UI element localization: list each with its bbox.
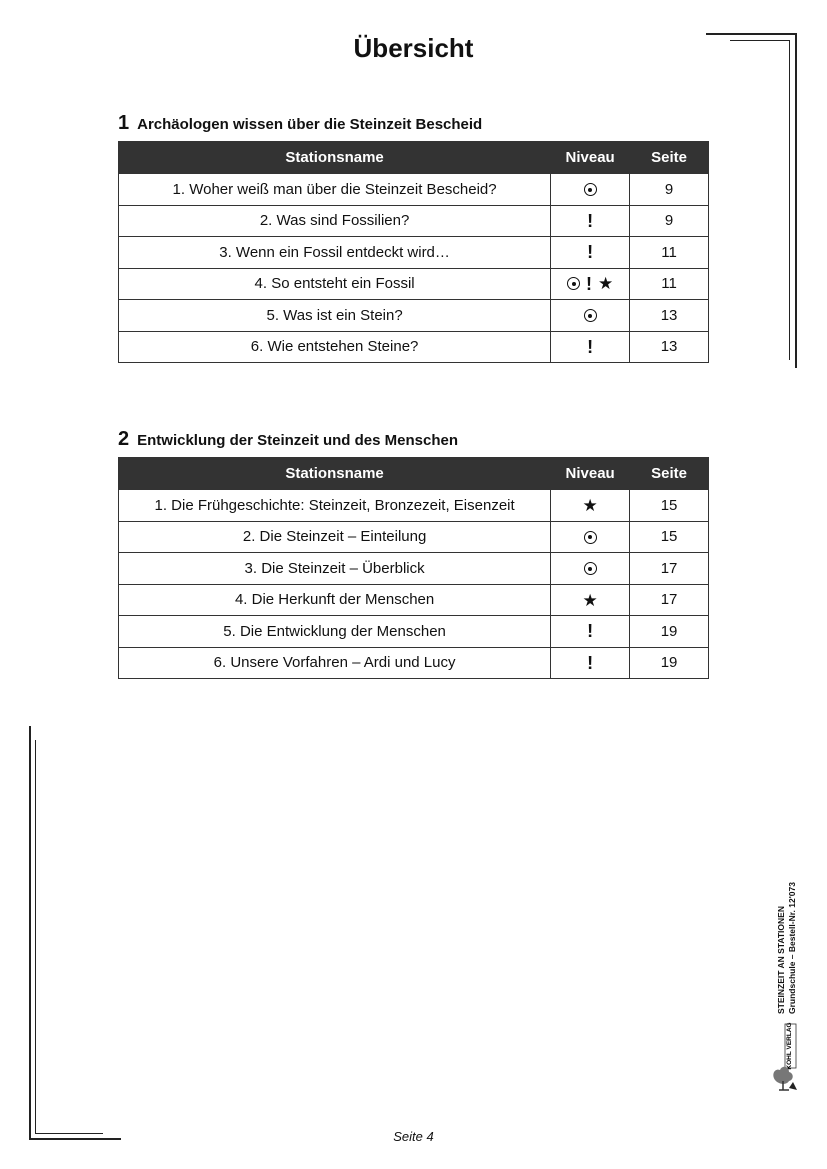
section-title: Archäologen wissen über die Steinzeit Bescheid (137, 116, 483, 133)
exclamation-icon: ! (586, 273, 592, 294)
table-row (119, 616, 709, 648)
column-header-page: Seite (630, 142, 709, 174)
table-row (119, 174, 709, 206)
level-cell (551, 237, 630, 269)
star-icon: ★ (582, 496, 598, 516)
page-number: 13 (630, 331, 709, 363)
station-name: 5. Was ist ein Stein? (119, 300, 551, 332)
logo-text: KOHL VERLAG (786, 1022, 793, 1070)
imprint-line-1: STEINZEIT AN STATIONEN (776, 906, 786, 1014)
column-header-name: Stationsname (119, 458, 551, 490)
station-name: 4. Die Herkunft der Menschen (119, 584, 551, 616)
section-number: 2 (118, 428, 130, 450)
column-header-level: Niveau (551, 142, 630, 174)
column-header-level: Niveau (551, 458, 630, 490)
station-name: 1. Die Frühgeschichte: Steinzeit, Bronzezeit, Eisenzeit (119, 490, 551, 522)
level-cell (551, 490, 630, 522)
page-title: Übersicht (353, 33, 474, 63)
station-table-2 (118, 457, 709, 679)
page-number: 15 (630, 521, 709, 553)
exclamation-icon: ! (587, 652, 594, 673)
exclamation-icon: ! (587, 210, 594, 231)
section-2-heading (118, 428, 458, 451)
imprint-line-2: Grundschule – Bestell-Nr. 12'073 (787, 882, 797, 1014)
station-table-1 (118, 141, 709, 363)
table-header-row (119, 458, 709, 490)
page-number: 19 (630, 616, 709, 648)
frame-line-left-v1 (29, 726, 31, 1139)
page-footer: Seite 4 (393, 1129, 434, 1144)
target-icon (584, 531, 597, 544)
frame-line-right-v2 (789, 40, 790, 360)
frame-line-left-v2 (35, 740, 36, 1133)
page-number: 17 (630, 584, 709, 616)
exclamation-icon: ! (587, 621, 594, 642)
level-cell (551, 616, 630, 648)
target-icon (584, 562, 597, 575)
level-cell (551, 268, 630, 300)
column-header-name: Stationsname (119, 142, 551, 174)
level-cell (551, 553, 630, 585)
page-number: 17 (630, 553, 709, 585)
target-icon (584, 183, 597, 196)
level-cell (551, 584, 630, 616)
page-number: 13 (630, 300, 709, 332)
page-number: 15 (630, 490, 709, 522)
station-name: 2. Was sind Fossilien? (119, 205, 551, 237)
section-1-heading (118, 112, 482, 135)
publisher-imprint (776, 834, 806, 1014)
table-row (119, 490, 709, 522)
column-header-page: Seite (630, 458, 709, 490)
target-icon (567, 277, 580, 290)
table-row (119, 331, 709, 363)
page-number: 9 (630, 174, 709, 206)
exclamation-icon: ! (587, 242, 594, 263)
station-name: 6. Unsere Vorfahren – Ardi und Lucy (119, 647, 551, 679)
frame-line-top-right-h2 (730, 40, 790, 41)
table-row (119, 205, 709, 237)
level-cell (551, 647, 630, 679)
star-icon: ★ (598, 274, 614, 294)
level-cell (551, 300, 630, 332)
page-number: 11 (630, 268, 709, 300)
target-icon (584, 309, 597, 322)
station-name: 3. Wenn ein Fossil entdeckt wird… (119, 237, 551, 269)
page-number: 11 (630, 237, 709, 269)
page-number: 19 (630, 647, 709, 679)
page-number: 9 (630, 205, 709, 237)
table-row (119, 647, 709, 679)
station-name: 1. Woher weiß man über die Steinzeit Bescheid? (119, 174, 551, 206)
level-cell (551, 174, 630, 206)
frame-line-top-right-h1 (706, 33, 796, 35)
level-cell (551, 521, 630, 553)
station-name: 5. Die Entwicklung der Menschen (119, 616, 551, 648)
table-header-row (119, 142, 709, 174)
table-row (119, 268, 709, 300)
section-number: 1 (118, 112, 130, 134)
publisher-logo (769, 1022, 799, 1094)
station-name: 4. So entsteht ein Fossil (119, 268, 551, 300)
station-name: 2. Die Steinzeit – Einteilung (119, 521, 551, 553)
frame-line-right-v1 (795, 33, 797, 368)
exclamation-icon: ! (587, 336, 594, 357)
table-row (119, 300, 709, 332)
star-icon: ★ (582, 590, 598, 610)
level-cell (551, 205, 630, 237)
station-name: 3. Die Steinzeit – Überblick (119, 553, 551, 585)
table-row (119, 237, 709, 269)
station-name: 6. Wie entstehen Steine? (119, 331, 551, 363)
table-row (119, 553, 709, 585)
section-title: Entwicklung der Steinzeit und des Menschen (137, 432, 459, 449)
table-row (119, 521, 709, 553)
level-cell (551, 331, 630, 363)
table-row (119, 584, 709, 616)
